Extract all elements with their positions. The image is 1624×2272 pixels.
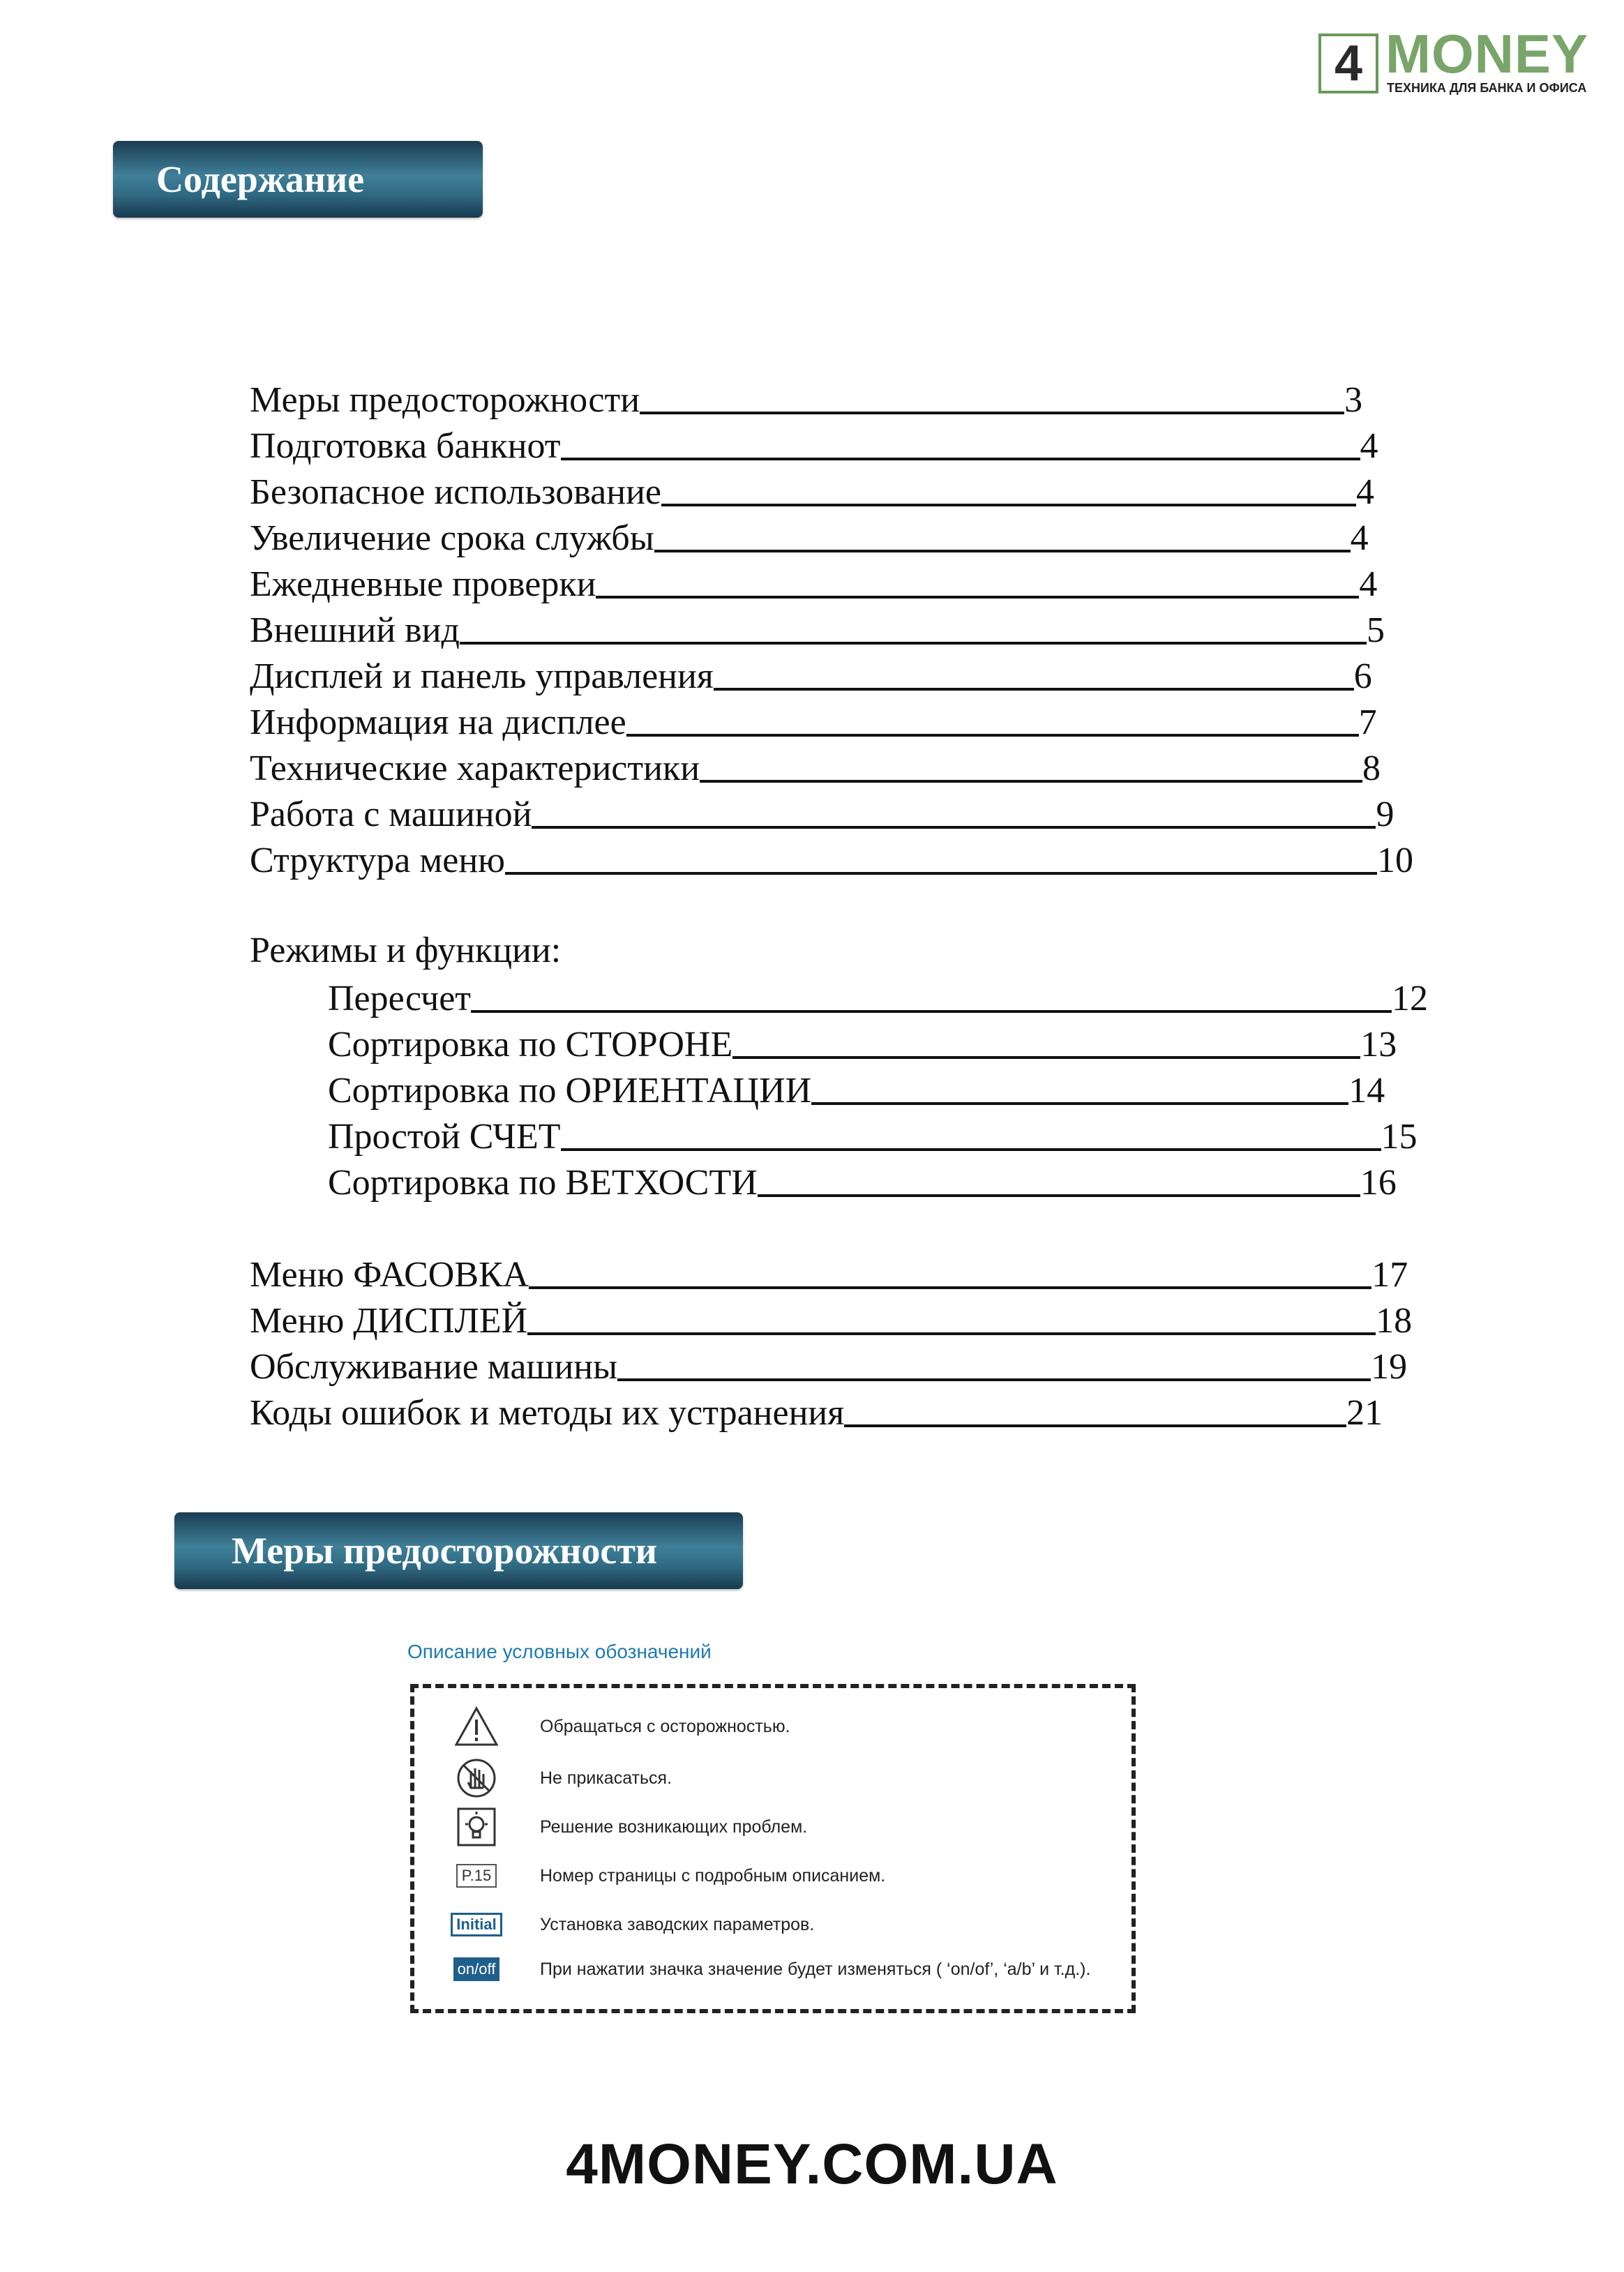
toc-row[interactable] (250, 971, 1450, 1017)
toc-title: Меню ДИСПЛЕЙ (250, 1301, 528, 1341)
toc-leader (714, 688, 1354, 691)
legend-text: Решение возникающих проблем. (540, 1816, 808, 1837)
modes-heading: Режимы и функции: (250, 931, 562, 970)
initial-icon (452, 1902, 501, 1948)
lightbulb-icon (452, 1804, 501, 1850)
toc-page: 14 (1348, 1071, 1385, 1111)
toc-leader (640, 412, 1344, 414)
logo-tagline: ТЕХНИКА ДЛЯ БАНКА И ОФИСА (1387, 81, 1587, 95)
onoff-tag: on/off (453, 1957, 500, 1981)
toc-row[interactable] (250, 649, 1450, 695)
logo-digit: 4 (1334, 36, 1363, 91)
toc-title: Дисплей и панель управления (250, 656, 714, 696)
legend-item (452, 1755, 672, 1801)
toc-page: 4 (1359, 564, 1378, 604)
toc-page: 19 (1371, 1347, 1408, 1387)
initial-tag: Initial (451, 1913, 502, 1936)
toc-title: Безопасное использование (250, 472, 661, 512)
toc-page: 13 (1360, 1025, 1397, 1064)
warning-icon (452, 1703, 501, 1750)
legend-text: Обращаться с осторожностью. (540, 1716, 790, 1736)
toc-page: 3 (1344, 380, 1363, 420)
toc-title: Информация на дисплее (250, 702, 626, 742)
toc-row[interactable] (250, 1017, 1450, 1063)
toc-page: 4 (1355, 472, 1374, 512)
toc-row[interactable] (250, 787, 1450, 833)
toc-row[interactable] (250, 465, 1450, 511)
toc-title: Подготовка банкнот (250, 426, 561, 466)
toc-leader (561, 458, 1360, 460)
no-touch-icon (452, 1755, 501, 1801)
legend-text: Не прикасаться. (540, 1768, 672, 1788)
toc-title: Сортировка по СТОРОНЕ (328, 1025, 733, 1064)
toc-row[interactable] (250, 373, 1450, 419)
toc-title: Ежедневные проверки (250, 564, 596, 604)
toc-leader (617, 1378, 1371, 1381)
toc-row[interactable] (250, 1293, 1450, 1339)
toc-leader (811, 1102, 1348, 1105)
logo-digit-box (1318, 33, 1378, 93)
toc-row[interactable] (250, 603, 1450, 649)
toc-row[interactable] (250, 1155, 1450, 1201)
onoff-icon (452, 1946, 501, 1992)
toc-page: 16 (1360, 1163, 1397, 1203)
toc-title: Обслуживание машины (250, 1347, 618, 1387)
contents-header: Содержание (113, 141, 483, 218)
toc-title: Сортировка по ОРИЕНТАЦИИ (328, 1071, 812, 1111)
toc-leader (732, 1056, 1360, 1059)
toc-title: Увеличение срока службы (250, 518, 654, 558)
toc-leader (505, 872, 1377, 875)
legend-text: При нажатии значка значение будет изменяться ( ‘on/of’, ‘a/b’ и т.д.). (540, 1959, 1091, 1979)
toc-row[interactable] (250, 833, 1450, 879)
toc-page: 10 (1377, 841, 1414, 880)
brand-logo (1318, 23, 1604, 100)
legend-item (452, 1804, 807, 1850)
logo-word: MONEY (1385, 23, 1589, 84)
toc-title: Структура меню (250, 841, 506, 880)
toc-page: 15 (1381, 1117, 1418, 1157)
toc-leader (844, 1424, 1346, 1427)
toc-page: 9 (1376, 795, 1394, 834)
toc-title: Работа с машиной (250, 795, 532, 834)
toc-page: 4 (1350, 518, 1369, 558)
toc-leader (700, 780, 1362, 783)
toc-leader (561, 1148, 1381, 1151)
toc-row[interactable] (250, 741, 1450, 787)
legend-item (452, 1946, 1090, 1992)
legend-box (410, 1684, 1136, 2013)
toc-page: 21 (1346, 1393, 1383, 1433)
toc-title: Меню ФАСОВКА (250, 1255, 529, 1295)
footer-url: 4MONEY.COM.UA (566, 2132, 1058, 2196)
precautions-header: Меры предосторожности (174, 1512, 743, 1589)
toc-row[interactable] (250, 1063, 1450, 1109)
toc-page: 12 (1392, 979, 1429, 1018)
toc-leader (661, 504, 1356, 506)
legend-item (452, 1853, 885, 1899)
toc-page: 6 (1353, 656, 1372, 696)
toc-title: Пересчет (328, 979, 472, 1018)
toc-leader (758, 1194, 1360, 1197)
page-ref-tag: P.15 (456, 1864, 497, 1888)
legend-item (452, 1703, 790, 1750)
toc-page: 17 (1371, 1255, 1408, 1295)
toc-row[interactable] (250, 1247, 1450, 1293)
toc-row[interactable] (250, 695, 1450, 741)
toc-page: 18 (1376, 1301, 1413, 1341)
toc-row[interactable] (250, 511, 1450, 557)
legend-caption: Описание условных обозначений (407, 1641, 712, 1662)
toc-leader (626, 734, 1359, 737)
toc-title: Сортировка по ВЕТХОСТИ (328, 1163, 758, 1203)
legend-text: Номер страницы с подробным описанием. (540, 1865, 886, 1886)
toc-row[interactable] (250, 1109, 1450, 1155)
toc-page: 5 (1366, 610, 1385, 650)
toc-leader (532, 826, 1376, 829)
table-of-contents (250, 373, 1450, 1431)
toc-row[interactable] (250, 1385, 1450, 1431)
toc-leader (527, 1332, 1376, 1335)
toc-row[interactable] (250, 557, 1450, 603)
toc-title: Меры предосторожности (250, 380, 640, 420)
page-ref-icon (452, 1853, 501, 1899)
toc-page: 7 (1358, 702, 1377, 742)
toc-leader (596, 596, 1359, 599)
toc-row[interactable] (250, 419, 1450, 465)
legend-text: Установка заводских параметров. (540, 1914, 815, 1934)
toc-row[interactable] (250, 1339, 1450, 1385)
toc-title: Технические характеристики (250, 748, 700, 788)
toc-title: Коды ошибок и методы их устранения (250, 1393, 845, 1433)
toc-title: Внешний вид (250, 610, 460, 650)
legend-item (452, 1902, 814, 1948)
toc-title: Простой СЧЕТ (328, 1117, 561, 1157)
toc-page: 8 (1362, 748, 1381, 788)
toc-page: 4 (1360, 426, 1378, 466)
toc-leader (654, 550, 1351, 552)
toc-leader (471, 1010, 1392, 1013)
toc-leader (460, 642, 1367, 645)
toc-leader (529, 1286, 1371, 1289)
